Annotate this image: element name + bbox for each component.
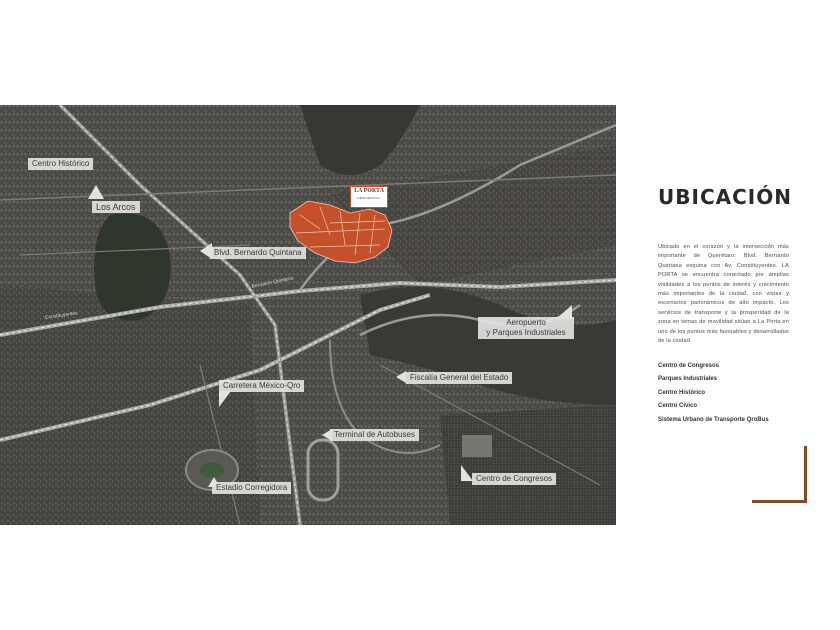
- pointer-fiscalia: [396, 371, 406, 383]
- label-centro-historico[interactable]: Centro Histórico: [28, 158, 93, 170]
- road-label-bernardo-quintana: Bernardo Quintana: [251, 275, 294, 290]
- la-porta-logo: [350, 186, 388, 208]
- logo-tagline: RESIDENCIAL: [357, 196, 381, 200]
- poi-item: Sistema Urbano de Transporte QroBus: [658, 416, 769, 423]
- pointer-carretera: [219, 391, 231, 407]
- poi-item: Centro Histórico: [658, 389, 706, 396]
- label-aeropuerto[interactable]: [478, 317, 574, 339]
- poi-item: Centro Cívico: [658, 403, 698, 410]
- park-area: [94, 213, 171, 320]
- logo-name: LA PORTA: [354, 188, 384, 194]
- congress-building: [462, 435, 492, 457]
- label-blvd-bernardo-quintana[interactable]: Blvd. Bernardo Quintana: [210, 247, 306, 259]
- location-description: Ubicado en el corazón y la intersección más importante de Querétaro: Blvd. Bernardo Quintana esquina con Av. Constituyentes. LA PORTA se encuentra conectado por amplias vialidades a los puntos de interés y crecimiento más importantes de la ciudad, con vistas y escenarios panorámicos de alto impacto. Los servicios de transporte y la prosperidad de la zona en temas de movilidad sitúan a La Porta en uno de los puntos más favorables y desarrollados de la ciudad.: [658, 244, 789, 345]
- road-label-constituyentes: Constituyentes: [44, 310, 79, 321]
- poi-item: Centro de Congresos: [658, 363, 720, 369]
- label-estadio-corregidora[interactable]: Estadio Corregidora: [212, 482, 291, 494]
- label-carretera-mexico-qro[interactable]: Carretera México-Qro: [219, 380, 304, 392]
- label-los-arcos[interactable]: Los Arcos: [92, 201, 140, 213]
- page-title: UBICACIÓN: [658, 185, 792, 209]
- label-aeropuerto-line2: y Parques Industriales: [486, 328, 566, 337]
- pointer-los-arcos: [88, 185, 104, 199]
- points-of-interest-list: [658, 361, 769, 428]
- satellite-map[interactable]: [0, 105, 616, 525]
- corner-accent-bracket: [752, 446, 807, 503]
- poi-item: Parques Industriales: [658, 376, 718, 383]
- pointer-aeropuerto: [556, 305, 572, 319]
- label-aeropuerto-line1: Aeropuerto: [506, 318, 546, 327]
- label-centro-congresos[interactable]: Centro de Congresos: [472, 473, 556, 485]
- label-terminal-autobuses[interactable]: Terminal de Autobuses: [330, 429, 419, 441]
- label-fiscalia[interactable]: Fiscalía General del Estado: [406, 372, 512, 384]
